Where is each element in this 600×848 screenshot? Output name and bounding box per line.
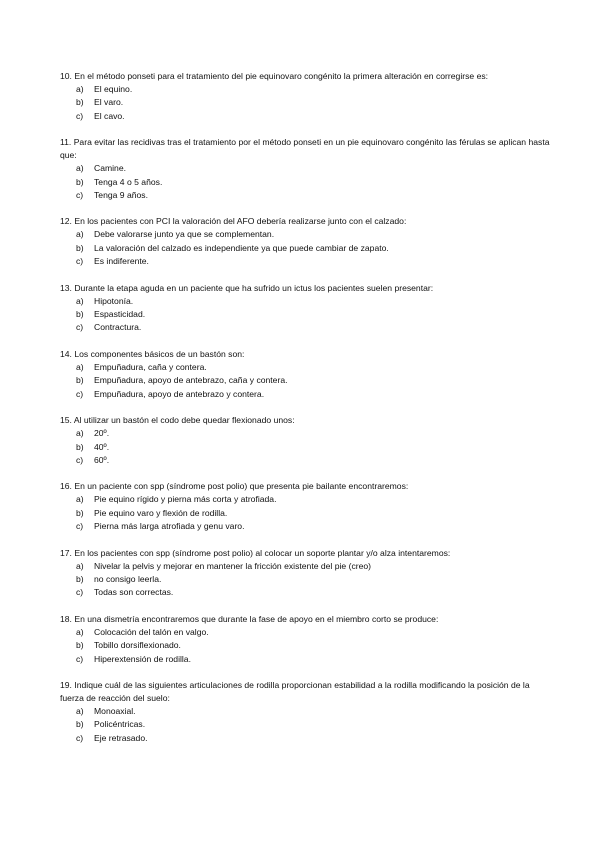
question-16 <box>60 480 550 533</box>
answer-options <box>60 361 550 401</box>
option-letter: a) <box>76 705 84 716</box>
option-text: Empuñadura, apoyo de antebrazo, caña y contera. <box>94 375 288 386</box>
option-letter: b) <box>76 375 84 386</box>
question-stem: 14. Los componentes básicos de un bastón son: <box>60 348 245 359</box>
option-letter: c) <box>76 521 84 532</box>
question-stem: 13. Durante la etapa aguda en un paciente que ha sufrido un ictus los pacientes suelen presentar: <box>60 282 434 293</box>
answer-option <box>60 321 550 334</box>
option-letter: a) <box>76 361 84 372</box>
answer-options <box>60 705 550 745</box>
answer-option <box>60 228 550 241</box>
option-text: Pie equino varo y flexión de rodilla. <box>94 507 228 518</box>
option-text: El equino. <box>94 84 133 94</box>
option-letter: a) <box>76 626 84 637</box>
option-letter: c) <box>76 454 84 465</box>
option-text: Hiperextensión de rodilla. <box>94 653 191 664</box>
option-text: Empuñadura, caña y contera. <box>94 361 207 372</box>
answer-options <box>60 493 550 533</box>
answer-options <box>60 427 550 467</box>
option-text: no consigo leerla. <box>94 573 162 584</box>
answer-options <box>60 228 550 268</box>
option-letter: a) <box>76 428 84 439</box>
option-text: Espasticidad. <box>94 309 146 320</box>
question-17 <box>60 547 550 600</box>
option-letter: a) <box>76 295 84 306</box>
answer-option <box>60 520 550 533</box>
option-text: Eje retrasado. <box>94 732 148 743</box>
answer-option <box>60 374 550 387</box>
answer-option <box>60 96 550 109</box>
answer-option <box>60 189 550 202</box>
option-text: Contractura. <box>94 322 142 333</box>
option-letter: c) <box>76 732 84 743</box>
question-stem: 15. Al utilizar un bastón el codo debe quedar flexionado unos: <box>60 415 295 426</box>
answer-option <box>60 83 550 96</box>
answer-option <box>60 705 550 718</box>
option-text: Colocación del talón en valgo. <box>94 626 209 637</box>
option-letter: b) <box>76 507 84 518</box>
option-letter: a) <box>76 229 84 240</box>
option-text: 40º. <box>94 441 110 452</box>
option-text: 60º. <box>94 454 110 465</box>
option-letter: b) <box>76 719 84 730</box>
option-text: Camine. <box>94 163 126 174</box>
option-letter: c) <box>76 190 84 201</box>
question-13 <box>60 282 550 335</box>
answer-option <box>60 441 550 454</box>
answer-option <box>60 732 550 745</box>
option-text: Tobillo dorsiflexionado. <box>94 640 181 651</box>
option-text: Tenga 4 o 5 años. <box>94 176 163 187</box>
question-stem: 11. Para evitar las recidivas tras el tratamiento por el método ponseti en un pie equinovaro congénito las férulas se aplican hasta que: <box>60 137 550 161</box>
option-letter: a) <box>76 84 84 94</box>
option-text: La valoración del calzado es independiente ya que puede cambiar de zapato. <box>94 242 389 253</box>
option-text: El varo. <box>94 97 124 108</box>
question-12 <box>60 215 550 268</box>
option-letter: b) <box>76 309 84 320</box>
question-14 <box>60 348 550 401</box>
answer-options <box>60 560 550 600</box>
exam-page <box>60 70 550 758</box>
option-letter: c) <box>76 110 84 121</box>
answer-option <box>60 242 550 255</box>
option-letter: c) <box>76 256 84 267</box>
question-stem: 17. En los pacientes con spp (síndrome post polio) al colocar un soporte plantar y/o alza intentaremos: <box>60 547 451 558</box>
option-letter: b) <box>76 573 84 584</box>
option-letter: c) <box>76 653 84 664</box>
option-text: Monoaxial. <box>94 705 136 716</box>
question-15 <box>60 414 550 467</box>
option-text: Es indiferente. <box>94 256 149 267</box>
option-text: Hipotonía. <box>94 295 134 306</box>
answer-options <box>60 295 550 335</box>
option-text: El cavo. <box>94 110 125 121</box>
option-text: Pierna más larga atrofiada y genu varo. <box>94 521 245 532</box>
question-stem: 12. En los pacientes con PCI la valoración del AFO debería realizarse junto con el calzado: <box>60 216 407 227</box>
answer-option <box>60 639 550 652</box>
option-letter: a) <box>76 494 84 505</box>
answer-option <box>60 507 550 520</box>
answer-option <box>60 255 550 268</box>
option-text: Policéntricas. <box>94 719 146 730</box>
answer-option <box>60 560 550 573</box>
option-letter: a) <box>76 163 84 174</box>
answer-option <box>60 718 550 731</box>
option-text: Nivelar la pelvis y mejorar en mantener la fricción existente del pie (creo) <box>94 560 372 571</box>
answer-options <box>60 83 550 123</box>
answer-option <box>60 110 550 123</box>
answer-option <box>60 361 550 374</box>
option-text: 20º. <box>94 428 110 439</box>
answer-option <box>60 454 550 467</box>
answer-option <box>60 162 550 175</box>
option-letter: b) <box>76 176 84 187</box>
answer-option <box>60 308 550 321</box>
question-11 <box>60 136 550 202</box>
option-letter: b) <box>76 242 84 253</box>
question-10 <box>60 70 550 123</box>
question-19 <box>60 679 550 745</box>
question-stem: 16. En un paciente con spp (síndrome post polio) que presenta pie bailante encontraremos: <box>60 481 409 492</box>
option-letter: b) <box>76 441 84 452</box>
question-stem: 18. En una dismetría encontraremos que durante la fase de apoyo en el miembro corto se produce: <box>60 613 439 624</box>
option-letter: c) <box>76 388 84 399</box>
option-letter: b) <box>76 640 84 651</box>
answer-option <box>60 388 550 401</box>
answer-option <box>60 573 550 586</box>
option-letter: b) <box>76 97 84 108</box>
option-text: Todas son correctas. <box>94 587 174 598</box>
answer-option <box>60 586 550 599</box>
answer-option <box>60 626 550 639</box>
answer-option <box>60 176 550 189</box>
option-text: Pie equino rígido y pierna más corta y atrofiada. <box>94 494 277 505</box>
option-text: Empuñadura, apoyo de antebrazo y contera. <box>94 388 265 399</box>
option-text: Tenga 9 años. <box>94 190 148 201</box>
answer-option <box>60 493 550 506</box>
question-stem: 19. Indique cuál de las siguientes articulaciones de rodilla proporcionan estabilidad a la rodilla modificando la posición de la fuerza de reacción del suelo: <box>60 679 530 703</box>
answer-options <box>60 162 550 202</box>
option-text: Debe valorarse junto ya que se complementan. <box>94 229 275 240</box>
answer-option <box>60 653 550 666</box>
option-letter: c) <box>76 322 84 333</box>
question-stem: 10. En el método ponseti para el tratamiento del pie equinovaro congénito la primera alteración en corregirse es: <box>60 71 489 81</box>
answer-options <box>60 626 550 666</box>
option-letter: a) <box>76 560 84 571</box>
answer-option <box>60 295 550 308</box>
option-letter: c) <box>76 587 84 598</box>
answer-option <box>60 427 550 440</box>
question-18 <box>60 613 550 666</box>
